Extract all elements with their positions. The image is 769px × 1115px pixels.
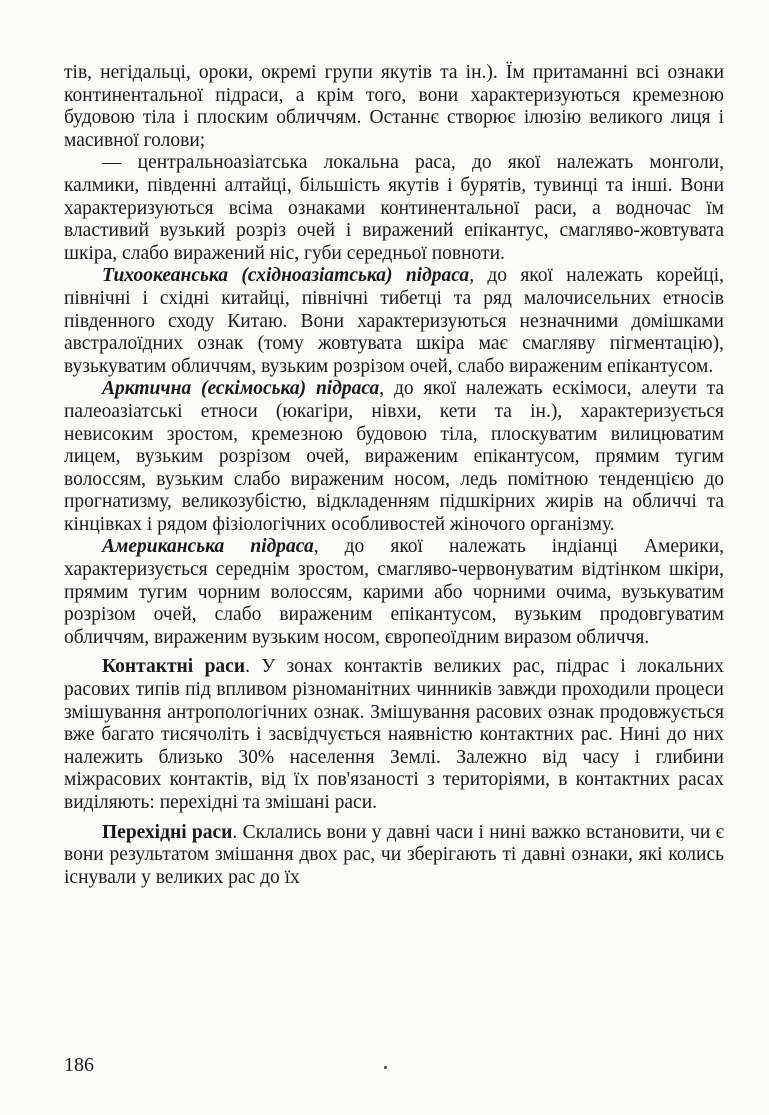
- paragraph-text: , до якої належать індіанці Америки, характеризується середнім зростом, смагляво-червонуватим відтінком шкіри, прямим тугим чорним волоссям, карими або чорними очима, вузькуватим розрізом очей, слабо вираженим епікантусом, вузьким продовгуватим обличчям, вираженим вузьким носом, європеоїдним виразом обличчя.: [64, 536, 724, 648]
- paragraph-text: . Склались вони у давні часи і нині важко встановити, чи є вони результатом змішання двох рас, чи зберігають ті давні ознаки, які колись існували у великих рас до їх: [64, 821, 724, 888]
- paragraph-pacific-subrace: [64, 265, 724, 378]
- term-heading: Американська підраса: [102, 536, 314, 558]
- paragraph-text: , до якої належать ескімоси, алеути та палеоазіатські етноси (юкагіри, нівхи, кети та ін.), характеризується невисоким зростом, кремезною будовою тіла, плоскуватим вилицюватим лицем, вузьким розрізом очей, вираженим епікантусом, прямим тугим волоссям, вузьким слабо вираженим носом, ледь помітною тенденцією до прогнатизму, великозубістю, відкладенням підшкірних жирів на обличчі та кінцівках і рядом фізіологічних особливостей жіночого організму.: [64, 378, 724, 535]
- term-heading: Арктична (ескімоська) підраса: [102, 378, 380, 400]
- paragraph-text: тів, негідальці, ороки, окремі групи якутів та ін.). Їм притаманні всі ознаки континентальної підраси, а крім того, вони характеризуються кремезною будовою тіла і плоским обличчям. Останнє створює ілюзію великого лиця і масивної голови;: [64, 62, 724, 151]
- print-speck: [384, 1066, 387, 1069]
- paragraph-text: — центральноазіатська локальна раса, до якої належать монголи, калмики, південні алтайці, більшість якутів і бурятів, тувинці та інші. Вони характеризуються всіма ознаками континентальної раси, а водночас їм властивий вузький розріз очей і виражений епікантус, смагляво-жовтувата шкіра, слабо виражений ніс, губи середньої повноти.: [64, 152, 724, 264]
- paragraph-contact-races: [64, 656, 724, 814]
- paragraph-arctic-subrace: [64, 378, 724, 536]
- paragraph-text: , до якої належать корейці, північні і східні китайці, північні тибетці та ряд малочисельних етносів південного сходу Китаю. Вони характеризуються незначними домішками австралоїдних ознак (тому жовтувата шкіра має смагляву пігментацію), вузькуватим обличчям, вузьким розрізом очей, слабо вираженим епікантусом.: [64, 265, 725, 377]
- paragraph-american-subrace: [64, 536, 724, 649]
- term-heading: Контактні раси: [102, 656, 246, 678]
- document-page: [64, 62, 724, 889]
- page-number: 186: [64, 1054, 94, 1076]
- paragraph-continuation: [64, 62, 724, 152]
- paragraph-central-asian-race: [64, 152, 724, 265]
- term-heading: Перехідні раси: [102, 821, 233, 843]
- paragraph-text: . У зонах контактів великих рас, підрас і локальних расових типів під впливом різноманітних чинників завжди проходили процеси змішування антропологічних ознак. Змішування расових ознак продовжується вже багато тисячоліть і засвідчується наявністю контактних рас. Нині до них належить близько 30% населення Землі. Залежно від часу і глибини міжрасових контактів, від їх пов'язаності з територіями, в контактних расах виділяють: перехідні та змішані раси.: [64, 656, 724, 813]
- paragraph-transitional-races: [64, 822, 724, 890]
- term-heading: Тихоокеанська (східноазіатська) підраса: [102, 265, 470, 287]
